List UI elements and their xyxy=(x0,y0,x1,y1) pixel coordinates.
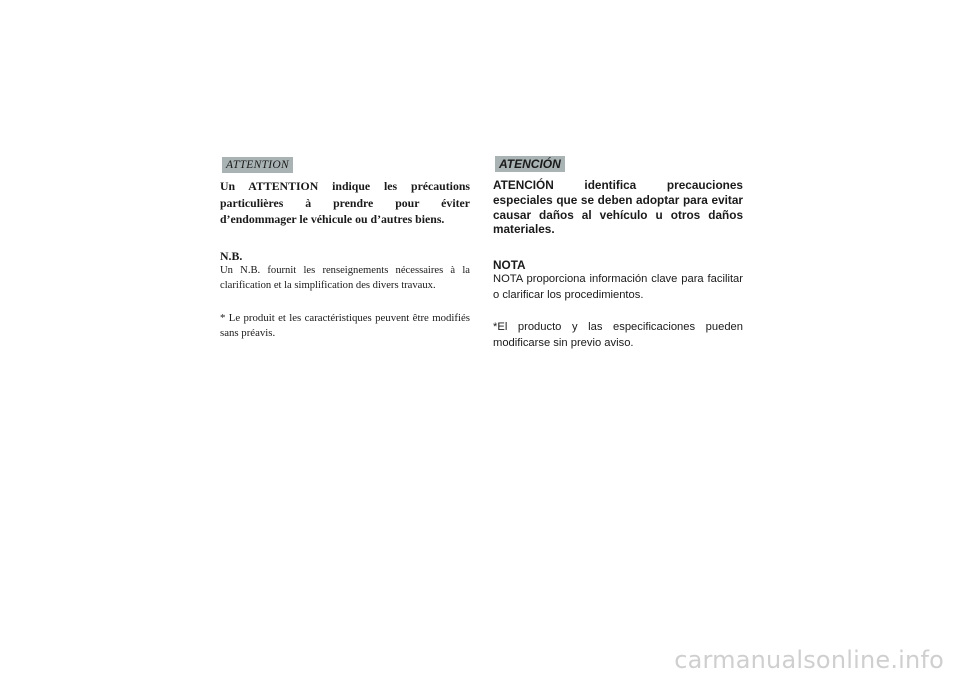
spanish-column xyxy=(493,155,743,351)
french-column xyxy=(220,155,470,342)
note-text-es: NOTA proporciona información clave para facilitar o clarificar los procedimientos. xyxy=(493,273,743,301)
disclaimer-fr: * Le produit et les caractéristiques peuvent être modifiés sans préavis. xyxy=(220,311,470,339)
disclaimer-es: *El producto y las especificaciones pueden modificarse sin previo aviso. xyxy=(493,321,743,349)
attention-badge-es: ATENCIÓN xyxy=(495,156,565,172)
watermark-text: carmanualsonline.info xyxy=(674,646,944,674)
note-title-es: NOTA xyxy=(493,258,526,273)
attention-text-es: ATENCIÓN identifica precauciones especiales que se deben adoptar para evitar causar daños al vehículo u otros daños materiales. xyxy=(493,178,743,237)
attention-text-fr: Un ATTENTION indique les précautions particulières à prendre pour éviter d’endommager le véhicule ou d’autres biens. xyxy=(220,179,470,226)
attention-badge-fr: ATTENTION xyxy=(222,157,293,173)
note-title-fr: N.B. xyxy=(220,248,243,263)
note-text-fr: Un N.B. fournit les renseignements nécessaires à la clarification et la simplification des divers travaux. xyxy=(220,264,470,291)
